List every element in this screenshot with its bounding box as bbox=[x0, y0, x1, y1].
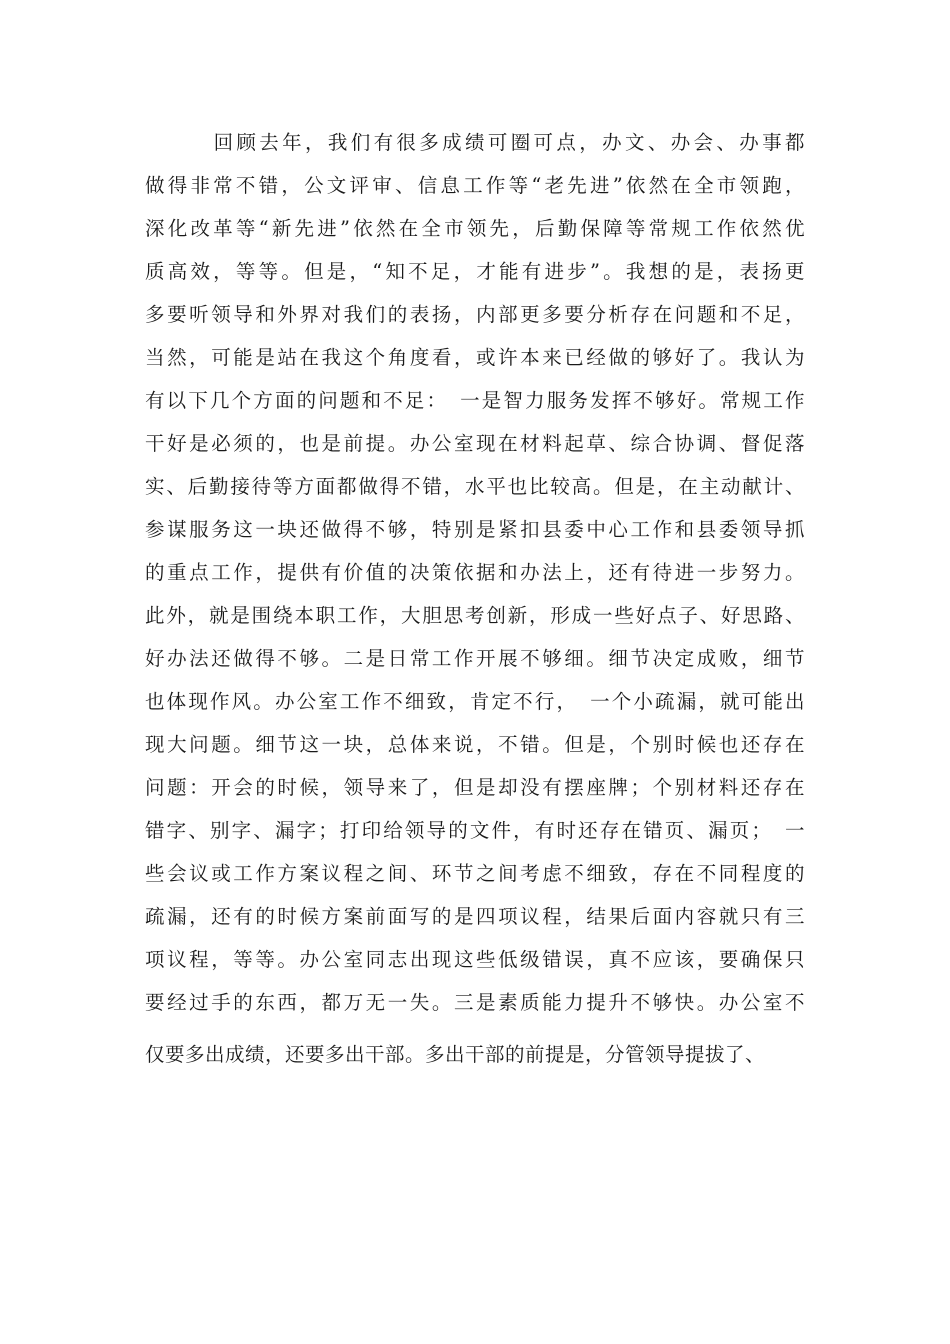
text-line: 要经过手的东西，都万无一失。三是素质能力提升不够快。办公室不 bbox=[145, 991, 805, 1014]
text-line: 好办法还做得不够。二是日常工作开展不够细。细节决定成败，细节 bbox=[145, 647, 805, 670]
text-line: 现大问题。细节这一块，总体来说，不错。但是，个别时候也还存在 bbox=[145, 733, 805, 756]
text-line: 仅要多出成绩，还要多出干部。多出干部的前提是，分管领导提拔了、 bbox=[145, 1043, 766, 1066]
text-line: 有以下几个方面的问题和不足： 一是智力服务发挥不够好。常规工作 bbox=[145, 389, 805, 412]
text-line: 项议程，等等。办公室同志出现这些低级错误，真不应该，要确保只 bbox=[145, 948, 805, 971]
text-line: 参谋服务这一块还做得不够，特别是紧扣县委中心工作和县委领导抓 bbox=[145, 518, 805, 541]
text-line: 疏漏，还有的时候方案前面写的是四项议程，结果后面内容就只有三 bbox=[145, 905, 805, 928]
text-line: 错字、别字、漏字；打印给领导的文件，有时还存在错页、漏页； 一 bbox=[145, 819, 805, 842]
text-line: 做得非常不错，公文评审、信息工作等“老先进”依然在全市领跑， bbox=[145, 174, 805, 197]
text-line: 当然，可能是站在我这个角度看，或许本来已经做的够好了。我认为 bbox=[145, 346, 805, 369]
text-line: 的重点工作，提供有价值的决策依据和办法上，还有待进一步努力。 bbox=[145, 561, 805, 584]
text-line: 回顾去年，我们有很多成绩可圈可点，办文、办会、办事都 bbox=[145, 131, 805, 154]
text-line: 深化改革等“新先进”依然在全市领先，后勤保障等常规工作依然优 bbox=[145, 217, 805, 240]
body-paragraph bbox=[145, 126, 805, 1081]
text-line: 质高效，等等。但是，“知不足，才能有进步”。我想的是，表扬更 bbox=[145, 260, 805, 283]
text-line: 也体现作风。办公室工作不细致，肯定不行， 一个小疏漏，就可能出 bbox=[145, 690, 805, 713]
text-line: 问题：开会的时候，领导来了，但是却没有摆座牌；个别材料还存在 bbox=[145, 776, 805, 799]
text-line: 多要听领导和外界对我们的表扬，内部更多要分析存在问题和不足， bbox=[145, 303, 805, 326]
text-line: 些会议或工作方案议程之间、环节之间考虑不细致，存在不同程度的 bbox=[145, 862, 805, 885]
text-line: 干好是必须的，也是前提。办公室现在材料起草、综合协调、督促落 bbox=[145, 432, 805, 455]
text-line: 实、后勤接待等方面都做得不错，水平也比较高。但是，在主动献计、 bbox=[145, 475, 805, 498]
text-line: 此外，就是围绕本职工作，大胆思考创新，形成一些好点子、好思路、 bbox=[145, 604, 805, 627]
